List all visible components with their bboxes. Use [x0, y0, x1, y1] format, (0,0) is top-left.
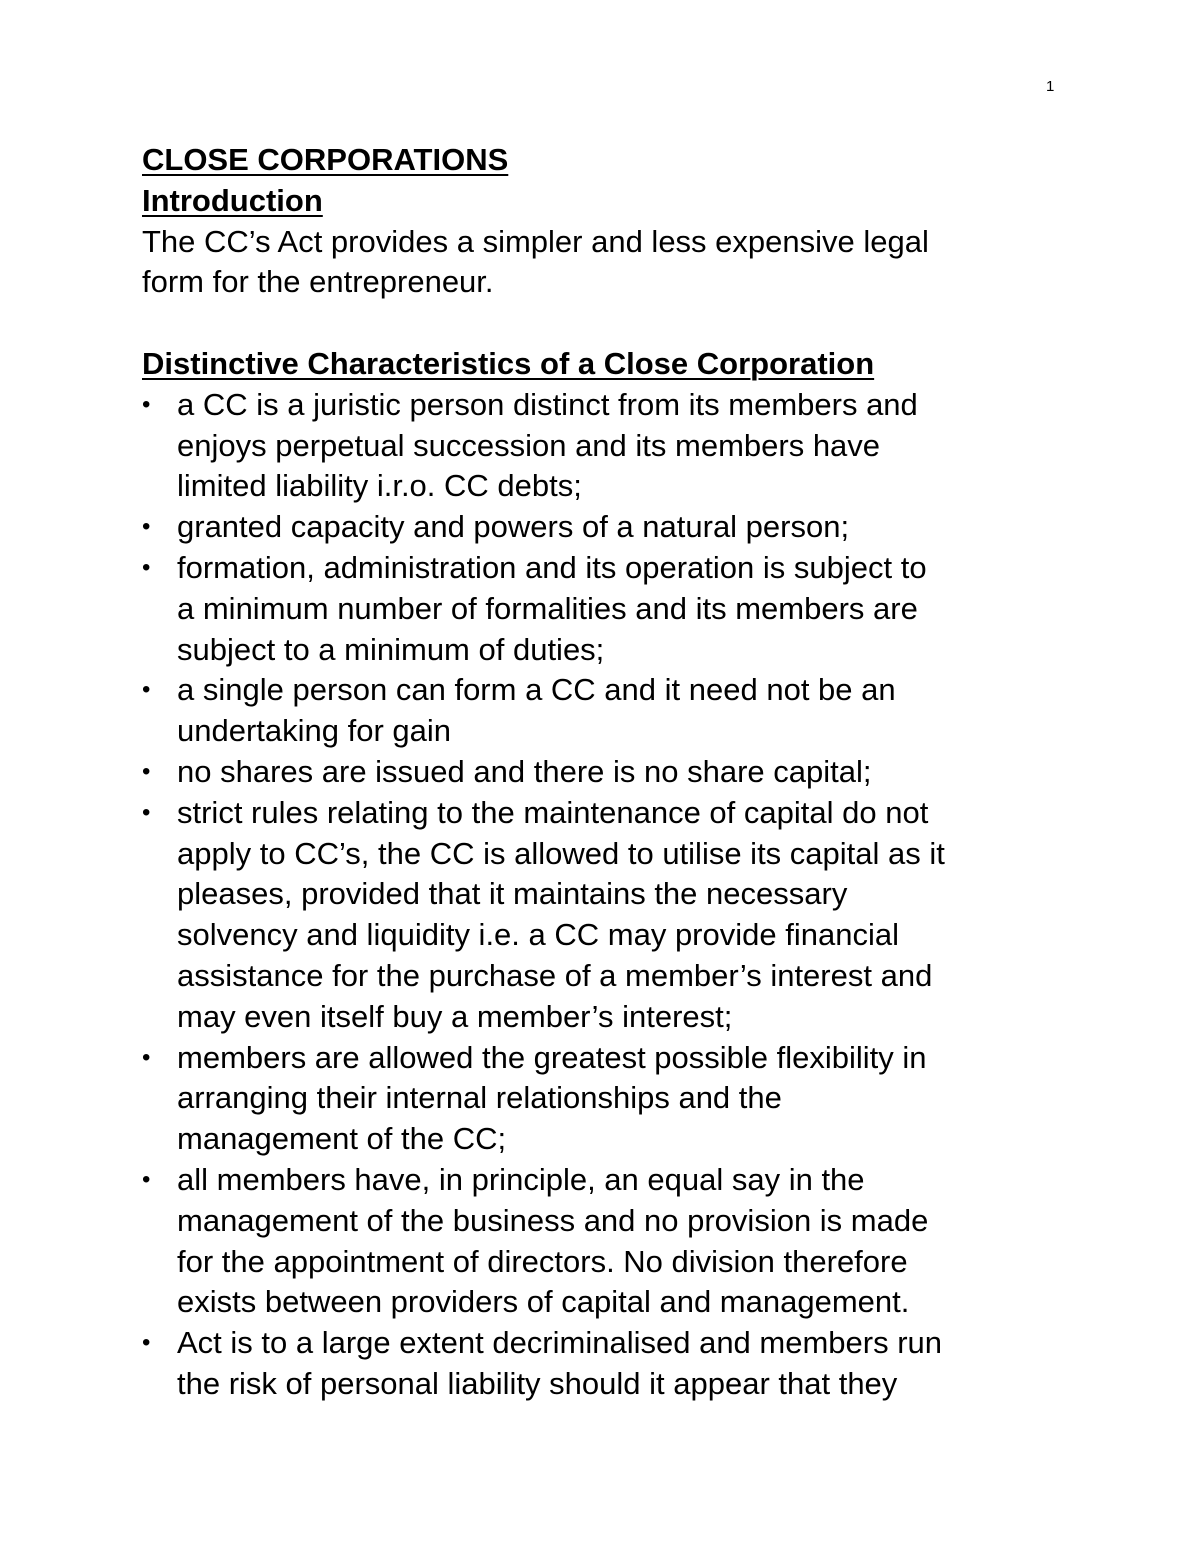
list-item-line: pleases, provided that it maintains the necessary: [177, 876, 848, 912]
list-item-line: a minimum number of formalities and its members are: [177, 590, 918, 626]
list-item: [142, 507, 1072, 548]
list-item: [142, 385, 1072, 507]
paragraph-spacer: [142, 303, 1072, 344]
list-item: [142, 752, 1072, 793]
list-item-line: exists between providers of capital and management.: [177, 1284, 910, 1320]
list-item-line: limited liability i.r.o. CC debts;: [177, 468, 582, 504]
list-item: [142, 1323, 1072, 1405]
list-item-line: apply to CC’s, the CC is allowed to utilise its capital as it: [177, 835, 945, 871]
introduction-heading: Introduction: [142, 182, 323, 218]
characteristics-heading: Distinctive Characteristics of a Close Corporation: [142, 345, 875, 381]
list-item: [142, 1038, 1072, 1160]
bullet-icon: •: [142, 676, 151, 704]
list-item-line: granted capacity and powers of a natural person;: [177, 509, 850, 545]
page-number: 1: [1046, 78, 1055, 95]
list-item-line: members are allowed the greatest possible flexibility in: [177, 1039, 927, 1075]
introduction-line: form for the entrepreneur.: [142, 264, 494, 300]
list-item-line: a CC is a juristic person distinct from its members and: [177, 386, 918, 422]
bullet-icon: •: [142, 798, 151, 826]
list-item-line: management of the CC;: [177, 1121, 507, 1157]
bullet-icon: •: [142, 1043, 151, 1071]
bullet-icon: •: [142, 390, 151, 418]
bullet-icon: •: [142, 757, 151, 785]
list-item-line: the risk of personal liability should it appear that they: [177, 1365, 898, 1401]
list-item-line: may even itself buy a member’s interest;: [177, 998, 733, 1034]
bullet-icon: •: [142, 553, 151, 581]
list-item-line: management of the business and no provision is made: [177, 1202, 929, 1238]
list-item-line: solvency and liquidity i.e. a CC may provide financial: [177, 917, 899, 953]
list-item-line: a single person can form a CC and it need not be an: [177, 672, 896, 708]
bullet-icon: •: [142, 513, 151, 541]
characteristics-list: [142, 385, 1072, 1405]
list-item: [142, 548, 1072, 670]
list-item-line: no shares are issued and there is no share capital;: [177, 753, 872, 789]
list-item: [142, 670, 1072, 752]
list-item-line: subject to a minimum of duties;: [177, 631, 605, 667]
bullet-icon: •: [142, 1165, 151, 1193]
list-item-line: undertaking for gain: [177, 713, 452, 749]
list-item: [142, 1160, 1072, 1323]
bullet-icon: •: [142, 1329, 151, 1357]
list-item-line: strict rules relating to the maintenance of capital do not: [177, 794, 929, 830]
list-item-line: Act is to a large extent decriminalised and members run: [177, 1325, 943, 1361]
list-item: [142, 793, 1072, 1038]
list-item-line: arranging their internal relationships and the: [177, 1080, 782, 1116]
list-item-line: formation, administration and its operation is subject to: [177, 549, 927, 585]
document-title: CLOSE CORPORATIONS: [142, 142, 509, 177]
introduction-paragraph: [142, 222, 1072, 304]
document-body: [142, 140, 1072, 1405]
introduction-line: The CC’s Act provides a simpler and less expensive legal: [142, 223, 929, 259]
list-item-line: enjoys perpetual succession and its members have: [177, 427, 881, 463]
list-item-line: assistance for the purchase of a member’s interest and: [177, 957, 933, 993]
list-item-line: all members have, in principle, an equal say in the: [177, 1161, 865, 1197]
list-item-line: for the appointment of directors. No division therefore: [177, 1243, 908, 1279]
